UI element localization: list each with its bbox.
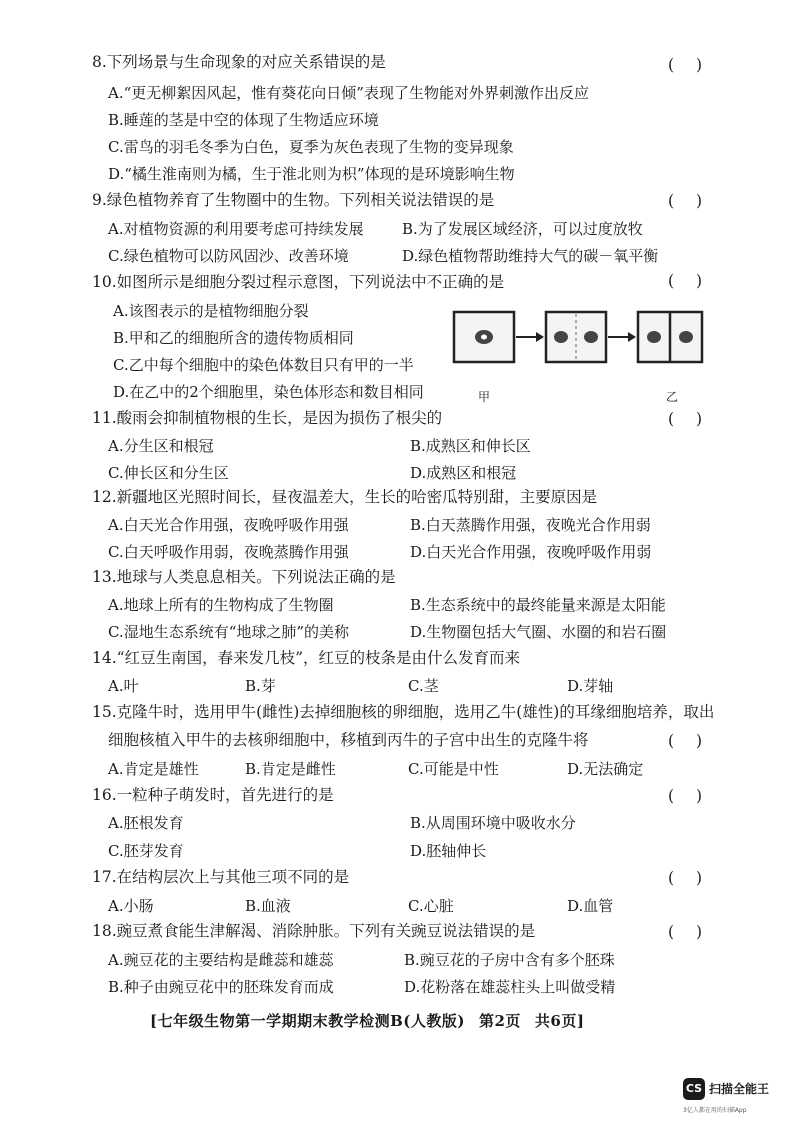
option: B.成熟区和伸长区: [410, 437, 531, 455]
question-stem: “红豆生南国，春来发几枝”，红豆的枝条是由什么发育而来: [116, 649, 521, 667]
question-15-cont: 细胞核植入甲牛的去核卵细胞中，移植到丙牛的子宫中出生的克隆牛将: [108, 731, 589, 749]
question-stem: 新疆地区光照时间长，昼夜温差大，生长的哈密瓜特别甜，主要原因是: [116, 488, 598, 506]
answer-paren: (): [668, 56, 725, 74]
option: D.血管: [567, 897, 614, 915]
option: D.成熟区和根冠: [410, 464, 517, 482]
page-footer: [150, 1010, 640, 1031]
option: B.种子由豌豆花中的胚珠发育而成: [108, 978, 334, 996]
option: C.雷鸟的羽毛冬季为白色，夏季为灰色表现了生物的变异现象: [108, 138, 514, 156]
question-number: 9.: [92, 191, 107, 209]
question-14: [92, 648, 520, 668]
question-13: [92, 567, 396, 587]
option: D.花粉落在雄蕊柱头上叫做受精: [404, 978, 616, 996]
question-stem: 一粒种子萌发时，首先进行的是: [116, 786, 334, 804]
question-stem: 在结构层次上与其他三项不同的是: [116, 868, 350, 886]
option: B.生态系统中的最终能量来源是太阳能: [410, 596, 666, 614]
question-number: 12.: [92, 488, 117, 506]
answer-paren: (): [668, 410, 725, 428]
question-number: 10.: [92, 273, 117, 291]
question-number: 13.: [92, 568, 117, 586]
option: A.豌豆花的主要结构是雌蕊和雄蕊: [108, 951, 334, 969]
option: D.芽轴: [567, 677, 614, 695]
option: D.白天光合作用强，夜晚呼吸作用弱: [410, 543, 652, 561]
question-stem: 下列场景与生命现象的对应关系错误的是: [106, 53, 386, 71]
option: A.叶: [108, 677, 139, 695]
option: C.湿地生态系统有“地球之肺”的美称: [108, 623, 350, 641]
option: C.白天呼吸作用弱，夜晚蒸腾作用强: [108, 543, 349, 561]
watermark-name: 扫描全能王: [709, 1082, 770, 1096]
option: B.睡莲的茎是中空的体现了生物适应环境: [108, 111, 379, 129]
option: B.甲和乙的细胞所含的遗传物质相同: [113, 329, 354, 347]
option: D.生物圈包括大气圈、水圈的和岩石圈: [410, 623, 667, 641]
option: C.绿色植物可以防风固沙、改善环境: [108, 247, 349, 265]
option: B.豌豆花的子房中含有多个胚珠: [404, 951, 615, 969]
option: A.白天光合作用强，夜晚呼吸作用强: [108, 516, 349, 534]
question-stem: 酸雨会抑制植物根的生长，是因为损伤了根尖的: [116, 409, 443, 427]
option: C.可能是中性: [408, 760, 499, 778]
option: A.该图表示的是植物细胞分裂: [113, 302, 309, 320]
arrow-icon: [608, 332, 636, 342]
option: C.乙中每个细胞中的染色体数目只有甲的一半: [113, 356, 414, 374]
question-12: [92, 487, 597, 507]
option: C.茎: [408, 677, 439, 695]
question-11: [92, 408, 442, 428]
question-number: 18.: [92, 922, 117, 940]
option: D.“橘生淮南则为橘，生于淮北则为枳”体现的是环境影响生物: [108, 165, 515, 183]
question-number: 17.: [92, 868, 117, 886]
cell-division-diagram: [450, 304, 710, 384]
option: D.在乙中的2个细胞里，染色体形态和数目相同: [113, 383, 424, 401]
question-number: 15.: [92, 703, 117, 721]
question-number: 11.: [92, 409, 117, 427]
question-stem: 绿色植物养育了生物圈中的生物。下列相关说法错误的是: [106, 191, 495, 209]
option: D.绿色植物帮助维持大气的碳－氧平衡: [402, 247, 659, 265]
option: C.伸长区和分生区: [108, 464, 229, 482]
option: A.胚根发育: [108, 814, 184, 832]
option: A.肯定是雄性: [108, 760, 199, 778]
option: C.胚芽发育: [108, 842, 184, 860]
option: B.芽: [245, 677, 276, 695]
question-stem: 如图所示是细胞分裂过程示意图，下列说法中不正确的是: [116, 273, 505, 291]
option: A.“更无柳絮因风起，惟有葵花向日倾”表现了生物能对外界刺激作出反应: [108, 84, 589, 102]
question-number: 16.: [92, 786, 117, 804]
answer-paren: (): [668, 192, 725, 210]
option: A.小肠: [108, 897, 154, 915]
question-15: [92, 702, 714, 722]
option: B.肯定是雌性: [245, 760, 336, 778]
question-8: [92, 52, 386, 72]
question-stem: 豌豆煮食能生津解渴、消除肿胀。下列有关豌豆说法错误的是: [116, 922, 536, 940]
answer-paren: (): [668, 923, 725, 941]
scanner-watermark: [683, 1078, 783, 1118]
question-17: [92, 867, 349, 887]
cell-jia: [454, 312, 514, 362]
figure-label-jia: 甲: [478, 390, 491, 404]
option: D.无法确定: [567, 760, 644, 778]
cell-yi: [638, 312, 702, 362]
option: B.从周围环境中吸收水分: [410, 814, 576, 832]
footer-total: 共6页]: [534, 1012, 585, 1030]
option: A.分生区和根冠: [108, 437, 214, 455]
question-number: 8.: [92, 53, 107, 71]
option: A.地球上所有的生物构成了生物圈: [108, 596, 334, 614]
option: A.对植物资源的利用要考虑可持续发展: [108, 220, 364, 238]
option: B.为了发展区域经济，可以过度放牧: [402, 220, 643, 238]
answer-paren: (): [668, 787, 725, 805]
watermark-tagline: 3亿人都在用的扫描App: [683, 1107, 747, 1114]
arrow-icon: [516, 332, 544, 342]
cell-dividing: [546, 312, 606, 362]
question-stem: 地球与人类息息相关。下列说法正确的是: [116, 568, 396, 586]
figure-label-yi: 乙: [666, 390, 679, 404]
footer-title: [七年级生物第一学期期末教学检测B(人教版): [150, 1012, 465, 1030]
option: C.心脏: [408, 897, 454, 915]
footer-page: 第2页: [478, 1012, 521, 1030]
option: D.胚轴伸长: [410, 842, 487, 860]
question-9: [92, 190, 494, 210]
cs-logo-icon: CS: [683, 1078, 705, 1100]
question-18: [92, 921, 535, 941]
answer-paren: (): [668, 272, 725, 290]
question-stem: 克隆牛时，选用甲牛(雌性)去掉细胞核的卵细胞，选用乙牛(雄性)的耳缘细胞培养，取出: [116, 703, 715, 721]
question-number: 14.: [92, 649, 117, 667]
answer-paren: (): [668, 869, 725, 887]
option: B.白天蒸腾作用强，夜晚光合作用弱: [410, 516, 651, 534]
question-16: [92, 785, 334, 805]
answer-paren: (): [668, 732, 725, 750]
option: B.血液: [245, 897, 291, 915]
question-10: [92, 272, 504, 292]
